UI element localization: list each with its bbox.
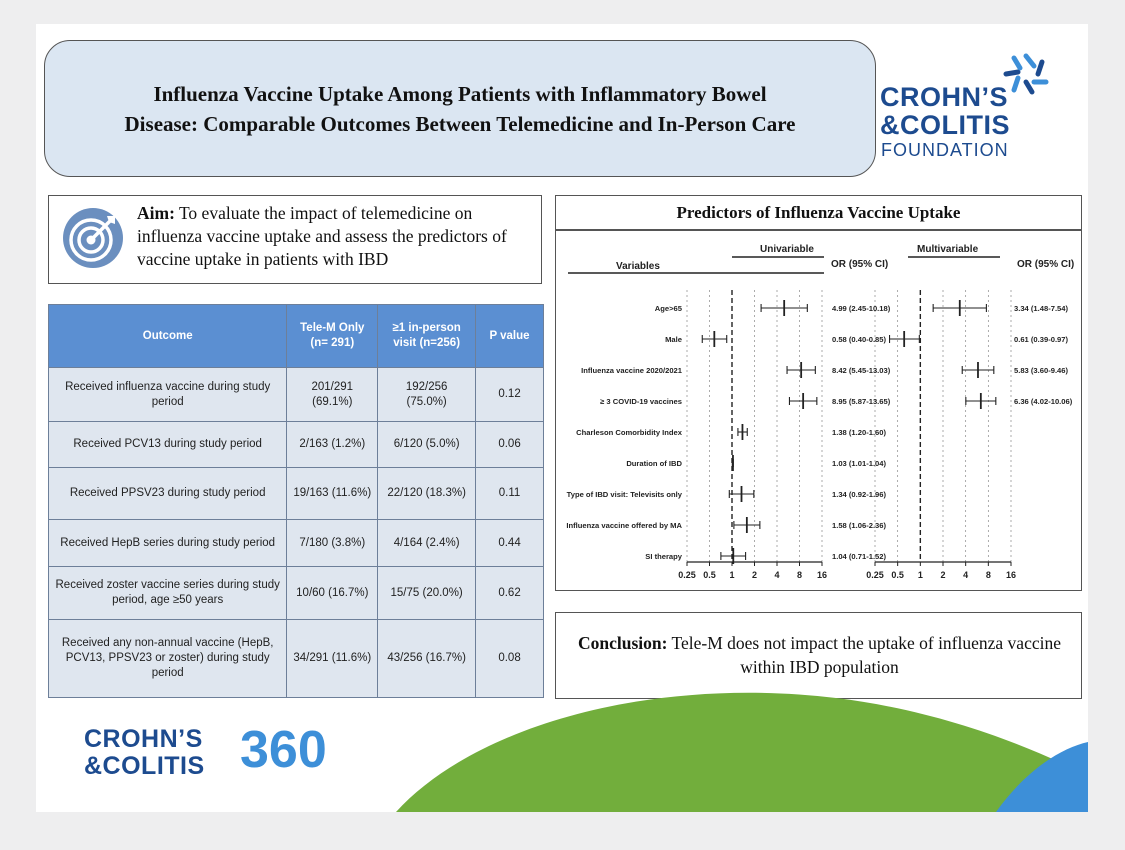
header-telem: Tele-M Only (n= 291) [287, 305, 378, 368]
cell-inperson: 4/164 (2.4%) [378, 520, 476, 567]
cell-telem: 34/291 (11.6%) [287, 620, 378, 698]
forest-title: Predictors of Influenza Vaccine Uptake [676, 203, 961, 222]
tick-label-multi: 8 [985, 570, 991, 580]
title-line-1: Influenza Vaccine Uptake Among Patients with Inflammatory Bowel [153, 81, 767, 106]
or-header-uni: OR (95% CI) [831, 259, 889, 270]
cell-outcome: Received HepB series during study period [49, 520, 287, 567]
variable-label: Duration of IBD [626, 459, 682, 468]
table-row [49, 468, 544, 520]
table-header-row [49, 305, 544, 368]
tick-label-uni: 1 [729, 570, 735, 580]
cell-pvalue: 0.12 [476, 368, 544, 422]
aim-box [48, 195, 542, 284]
green-wave [396, 693, 1088, 812]
multivariable-header: Multivariable [917, 244, 979, 255]
tick-label-uni: 8 [796, 570, 803, 580]
or-value-uni: 8.95 (5.87-13.65) [832, 397, 891, 406]
cell-inperson: 43/256 (16.7%) [378, 620, 476, 698]
tick-label-multi: 2 [940, 570, 946, 580]
variable-label: Age>65 [654, 304, 682, 313]
logo-bottom-colitis: &COLITIS [84, 752, 205, 780]
or-value-uni: 1.03 (1.01-1.04) [832, 459, 887, 468]
logo-bottom-360: 360 [240, 721, 327, 779]
cell-inperson: 6/120 (5.0%) [378, 422, 476, 468]
crohns-colitis-foundation-logo [880, 54, 1060, 164]
variables-header: Variables [616, 261, 660, 272]
tick-label-uni: 0.5 [703, 570, 716, 580]
or-value-multi: 3.34 (1.48-7.54) [1014, 304, 1069, 313]
cell-outcome: Received zoster vaccine series during study period, age ≥50 years [49, 567, 287, 620]
or-value-uni: 1.04 (0.71-1.52) [832, 552, 887, 561]
cell-inperson: 15/75 (20.0%) [378, 567, 476, 620]
tick-label-multi: 1 [917, 570, 923, 580]
conclusion-text [568, 631, 1071, 679]
cell-pvalue: 0.06 [476, 422, 544, 468]
cell-pvalue: 0.62 [476, 567, 544, 620]
cell-outcome: Received PPSV23 during study period [49, 468, 287, 520]
aim-label: Aim: [137, 203, 175, 223]
cell-outcome: Received influenza vaccine during study period [49, 368, 287, 422]
or-header-multi: OR (95% CI) [1017, 259, 1075, 270]
conclusion-body: Tele-M does not impact the uptake of influenza vaccine within IBD population [671, 633, 1061, 677]
forest-plot [556, 230, 1080, 590]
univariable-header: Univariable [760, 244, 814, 255]
forest-plot-panel [555, 195, 1082, 591]
variable-label: Influenza vaccine offered by MA [566, 521, 682, 530]
logo-foundation: FOUNDATION [881, 140, 1009, 160]
or-value-multi: 0.61 (0.39-0.97) [1014, 335, 1069, 344]
crohns-colitis-360-logo [84, 721, 384, 794]
aim-body: To evaluate the impact of telemedicine on influenza vaccine uptake and assess the predictors of vaccine uptake in patients with IBD [137, 203, 507, 269]
cell-telem: 201/291 (69.1%) [287, 368, 378, 422]
or-value-uni: 1.34 (0.92-1.96) [832, 490, 887, 499]
tick-label-uni: 4 [774, 570, 780, 580]
cell-pvalue: 0.08 [476, 620, 544, 698]
cell-pvalue: 0.11 [476, 468, 544, 520]
tick-label-multi: 0.25 [866, 570, 884, 580]
cell-pvalue: 0.44 [476, 520, 544, 567]
table-row [49, 368, 544, 422]
tick-label-multi: 16 [1005, 570, 1017, 580]
variable-label: Type of IBD visit: Televisits only [566, 490, 682, 499]
cell-telem: 2/163 (1.2%) [287, 422, 378, 468]
tick-label-multi: 4 [963, 570, 969, 580]
poster [36, 24, 1088, 812]
variable-label: ≥ 3 COVID-19 vaccines [600, 397, 682, 406]
or-value-uni: 8.42 (5.45-13.03) [832, 366, 891, 375]
cell-telem: 7/180 (3.8%) [287, 520, 378, 567]
variable-label: Male [665, 335, 682, 344]
or-value-uni: 0.58 (0.40-0.85) [832, 335, 887, 344]
variable-label: Charleson Comorbidity Index [576, 428, 682, 437]
logo-colitis: &COLITIS [880, 110, 1010, 140]
cell-inperson: 22/120 (18.3%) [378, 468, 476, 520]
header-pvalue: P value [476, 305, 544, 368]
title-box [44, 40, 876, 177]
header-outcome: Outcome [49, 305, 287, 368]
table-row [49, 520, 544, 567]
header-inperson: ≥1 in-person visit (n=256) [378, 305, 476, 368]
tick-label-uni: 16 [816, 570, 828, 580]
logo-crohns: CROHN’S [880, 82, 1009, 112]
cell-outcome: Received PCV13 during study period [49, 422, 287, 468]
or-value-multi: 6.36 (4.02-10.06) [1014, 397, 1073, 406]
cell-telem: 10/60 (16.7%) [287, 567, 378, 620]
cell-outcome: Received any non-annual vaccine (HepB, PCV13, PPSV23 or zoster) during study period [49, 620, 287, 698]
variable-label: SI therapy [645, 552, 682, 561]
or-value-uni: 1.58 (1.06-2.36) [832, 521, 887, 530]
tick-label-multi: 0.5 [891, 570, 904, 580]
table-row [49, 422, 544, 468]
cell-inperson: 192/256 (75.0%) [378, 368, 476, 422]
variable-label: Influenza vaccine 2020/2021 [581, 366, 682, 375]
title-line-2: Disease: Comparable Outcomes Between Telemedicine and In-Person Care [124, 111, 796, 136]
outcome-table [48, 304, 544, 698]
or-value-uni: 1.38 (1.20-1.60) [832, 428, 887, 437]
logo-bottom-crohns: CROHN’S [84, 725, 203, 753]
tick-label-uni: 2 [751, 570, 758, 580]
target-icon [61, 206, 125, 270]
tick-label-uni: 0.25 [678, 570, 696, 580]
or-value-uni: 4.99 (2.45-10.18) [832, 304, 891, 313]
or-value-multi: 5.83 (3.60-9.46) [1014, 366, 1069, 375]
conclusion-label: Conclusion: [578, 633, 668, 653]
poster-title [60, 79, 860, 139]
aim-text [137, 202, 539, 271]
cell-telem: 19/163 (11.6%) [287, 468, 378, 520]
table-row [49, 567, 544, 620]
